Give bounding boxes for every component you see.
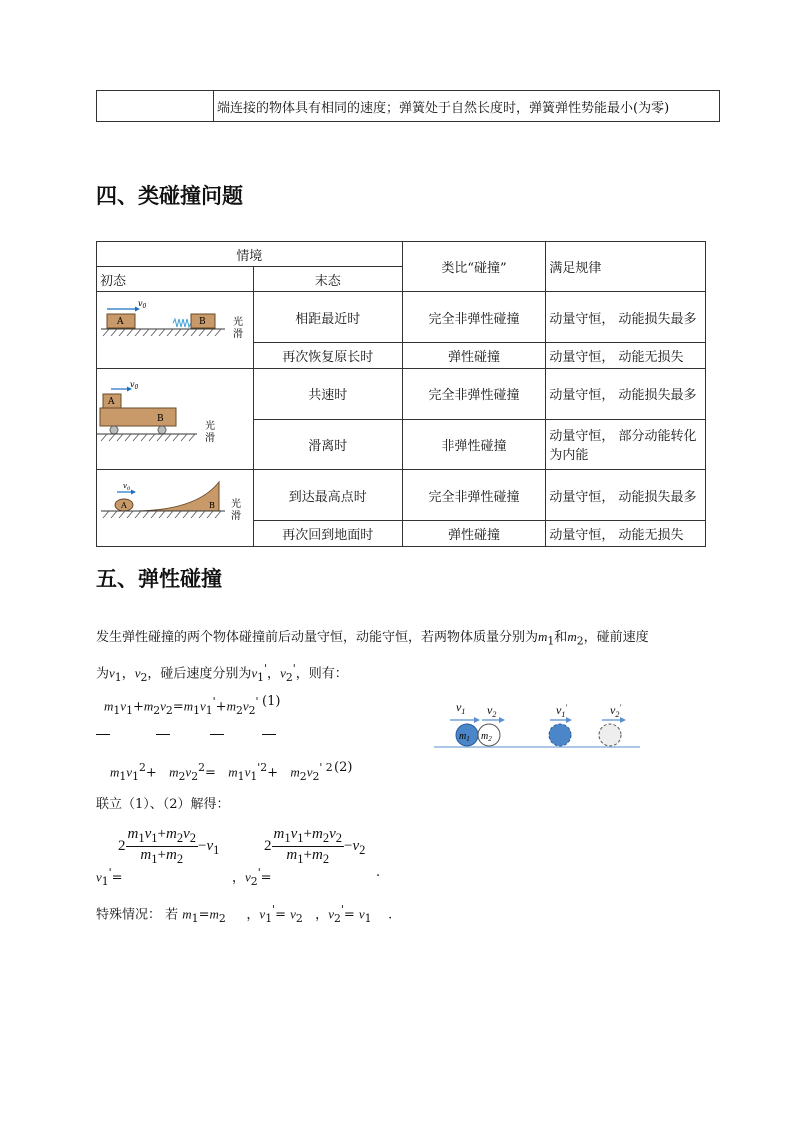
intro-line1: 发生弹性碰撞的两个物体碰撞前后动量守恒，动能守恒，若两物体质量分别为$m_1$和$m_2$，碰前速度 [96,629,649,648]
v2-prime-label: ，$v_2'=$ [232,866,272,888]
svg-text:滑: 滑 [233,329,243,340]
ball-ramp-figure [97,470,253,542]
v2-prime-formula: 2 $\frac{m_1v_1+m_2v_2}{m_1+m_2}$ $-v_2$ [264,826,366,866]
spring [173,319,191,327]
svg-text:B: B [157,414,164,424]
row5-law: 动量守恒， 动能损失最多 [546,470,706,521]
ball-m2-after [599,724,621,746]
svg-text:滑: 滑 [205,433,215,444]
row2-analogy: 弹性碰撞 [402,343,546,369]
fig-ramp-cell [97,470,254,547]
equation-1-tag: (1) [262,694,281,709]
section4-heading: 四、类碰撞问题 [96,184,243,208]
header-analogy: 类比“碰撞” [402,242,546,292]
row6-analogy: 弹性碰撞 [402,521,546,547]
row1-final: 相距最近时 [254,292,403,343]
fig-spring-cell [97,292,254,369]
svg-text:滑: 滑 [231,511,241,522]
row4-law: 动量守恒， 部分动能转化为内能 [546,419,706,470]
collision-table [96,241,706,547]
row3-law: 动量守恒， 动能损失最多 [546,369,706,420]
svg-text:v0: $v_0$ [130,380,139,391]
row1-analogy: 完全非弹性碰撞 [402,292,546,343]
svg-text:m1: $m_1$ [459,731,470,743]
solve-text: 联立（1）、（2）解得： [96,797,230,812]
smooth-label: 光 [233,317,243,328]
special-case: 特殊情况： 若 $m_1=m_2$ ，$v_1'= v_2$ ，$v_2'= v_1$ . [96,903,393,925]
svg-text:v2': $v_2'$ [610,703,622,719]
row5-final: 到达最高点时 [254,470,403,521]
svg-text:v1: $v_1$ [456,700,466,716]
svg-text:B: B [199,317,206,327]
equation-1: $m_1v_1+m_2v_2=m_1v_1'+m_2v_2'$ [104,695,259,717]
v1-prime-formula: 2 $\frac{m_1v_1+m_2v_2}{m_1+m_2}$ $-v_1$ [118,826,220,866]
v1-prime-label: $v_1'=$ [96,866,123,888]
row3-analogy: 完全非弹性碰撞 [402,369,546,420]
top-table-text-cell: 端连接的物体具有相同的速度；弹簧处于自然长度时，弹簧弹性势能最小(为零) [214,91,720,122]
svg-text:A: A [108,397,115,407]
row2-final: 再次恢复原长时 [254,343,403,369]
cart-B [100,408,176,426]
section5-heading: 五、弹性碰撞 [96,567,222,591]
svg-text:光: 光 [231,499,241,510]
svg-text:光: 光 [205,421,215,432]
svg-text:v2: $v_2$ [487,703,497,719]
top-table-empty-cell [97,91,214,122]
svg-text:A: A [117,317,124,327]
header-initial: 初态 [97,267,254,292]
equation-2-tag: (2) [334,760,353,775]
svg-text:v1': $v_1'$ [556,703,568,719]
svg-text:v0: $v_0$ [123,482,131,492]
fig-cart-cell [97,369,254,470]
svg-text:B: B [209,501,215,510]
equation-2: $m_1v_1^2+ m_2v_2^2= m_1v_1^{'2}+ m_2v_2^{' 2}$ [110,761,333,783]
ball-m1-after [549,724,571,746]
row5-analogy: 完全非弹性碰撞 [402,470,546,521]
row6-final: 再次回到地面时 [254,521,403,547]
v0-label: $v_0$ [138,299,147,310]
svg-text:m2: $m_2$ [481,731,492,743]
row4-analogy: 非弹性碰撞 [402,419,546,470]
block-cart-figure [97,369,253,465]
svg-text:A: A [121,501,127,510]
elastic-collision-diagram [432,700,642,756]
spring-blocks-figure [97,292,253,364]
header-final: 末态 [254,267,403,292]
row6-law: 动量守恒， 动能无损失 [546,521,706,547]
header-law: 满足规律 [546,242,706,292]
ramp-B [137,482,219,511]
row4-final: 滑离时 [254,419,403,470]
row3-final: 共速时 [254,369,403,420]
row1-law: 动量守恒， 动能损失最多 [546,292,706,343]
row2-law: 动量守恒， 动能无损失 [546,343,706,369]
header-scene: 情境 [97,242,403,267]
top-table [96,90,720,122]
intro-line2: 为$v_1$，$v_2$，碰后速度分别为$v_1'$，$v_2'$，则有： [96,662,348,684]
